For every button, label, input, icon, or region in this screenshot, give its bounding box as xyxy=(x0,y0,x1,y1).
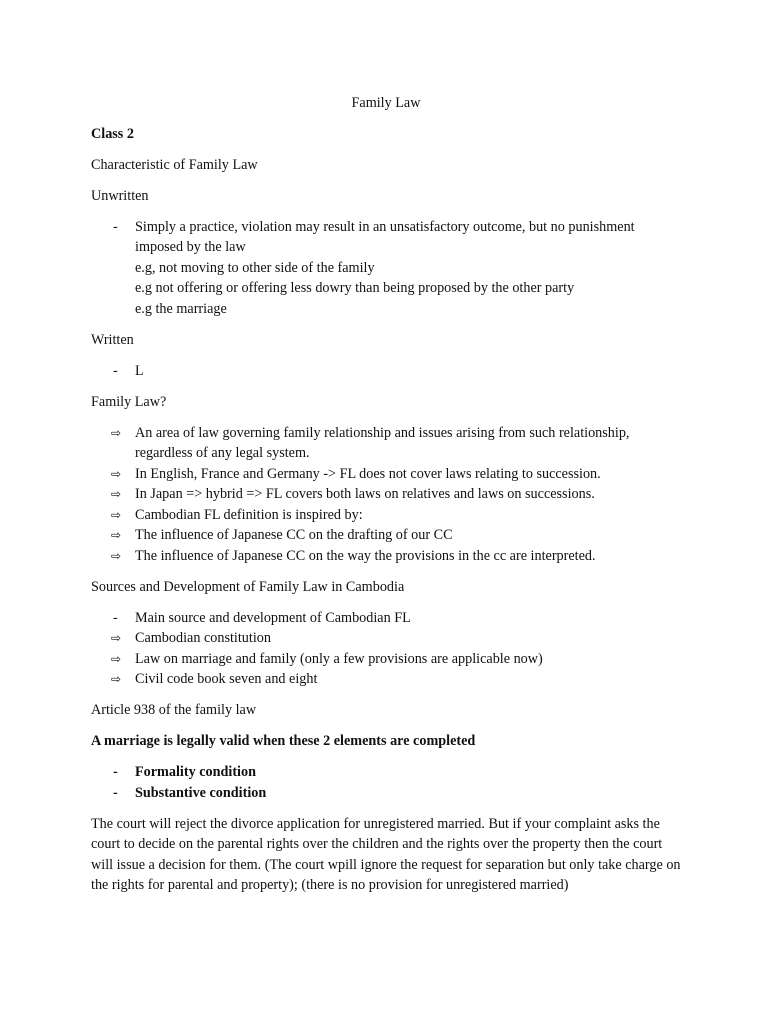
list-item xyxy=(91,217,681,320)
list-item-text: The influence of Japanese CC on the drafting of our CC xyxy=(135,527,453,543)
unwritten-list xyxy=(91,217,681,320)
dash-marker: - xyxy=(113,764,118,780)
document-page xyxy=(91,93,681,906)
list-item-text: Cambodian constitution xyxy=(135,630,271,646)
example-line: e.g not offering or offering less dowry than being proposed by the other party xyxy=(135,280,575,296)
written-list xyxy=(91,361,681,382)
list-item-text: In English, France and Germany -> FL does not cover laws relating to succession. xyxy=(135,465,601,482)
article-heading: Article 938 of the family law xyxy=(91,702,257,718)
list-item xyxy=(91,669,681,690)
list-item-text: Formality condition xyxy=(135,764,256,780)
family-law-list xyxy=(91,423,681,567)
family-law-question-heading: Family Law? xyxy=(91,393,167,410)
conditions-list xyxy=(91,762,681,803)
closing-paragraph: The court will reject the divorce application for unregistered married. But if your complaint asks the court to decide on the parental rights over the children and the rights over the property then the court will issue a decision for them. (The court wpill ignore the request for separation but only take charge on the rights for parental and property); (there is no provision for unregistered married) xyxy=(91,815,681,893)
list-item-text: The influence of Japanese CC on the way the provisions in the cc are interpreted. xyxy=(135,547,596,564)
list-item xyxy=(91,762,681,783)
dash-marker: - xyxy=(113,362,118,379)
list-item-text: In Japan => hybrid => FL covers both laws on relatives and laws on successions. xyxy=(135,486,595,502)
list-item-text: Cambodian FL definition is inspired by: xyxy=(135,506,363,523)
unwritten-heading: Unwritten xyxy=(91,187,149,204)
sources-heading: Sources and Development of Family Law in Cambodia xyxy=(91,578,405,595)
document-title: Family Law xyxy=(351,95,421,111)
characteristic-heading: Characteristic of Family Law xyxy=(91,156,258,173)
list-item xyxy=(91,464,681,485)
list-item xyxy=(91,546,681,567)
example-line: e.g the marriage xyxy=(135,300,227,317)
arrow-bullet-icon: ⇨ xyxy=(111,548,122,563)
arrow-bullet-icon: ⇨ xyxy=(111,672,122,686)
list-item-text: Civil code book seven and eight xyxy=(135,671,318,687)
arrow-bullet-icon: ⇨ xyxy=(111,528,122,542)
list-item xyxy=(91,361,681,382)
list-item-text: Law on marriage and family (only a few provisions are applicable now) xyxy=(135,650,543,667)
arrow-bullet-icon: ⇨ xyxy=(111,631,122,645)
example-line: e.g, not moving to other side of the family xyxy=(135,259,375,276)
dash-marker: - xyxy=(113,218,118,235)
list-item xyxy=(91,783,681,804)
arrow-bullet-icon: ⇨ xyxy=(111,507,122,522)
arrow-bullet-icon: ⇨ xyxy=(111,487,122,501)
arrow-bullet-icon: ⇨ xyxy=(111,651,122,666)
arrow-bullet-icon: ⇨ xyxy=(111,425,122,440)
marriage-heading: A marriage is legally valid when these 2 elements are completed xyxy=(91,733,476,749)
dash-marker: - xyxy=(113,609,118,626)
list-item-text: Substantive condition xyxy=(135,784,267,801)
written-heading: Written xyxy=(91,331,134,348)
list-item xyxy=(91,608,681,629)
written-item-text: L xyxy=(135,362,144,379)
list-item xyxy=(91,649,681,670)
class-heading: Class 2 xyxy=(91,125,134,142)
list-item xyxy=(91,484,681,505)
arrow-bullet-icon: ⇨ xyxy=(111,466,122,481)
sources-list xyxy=(91,608,681,690)
list-item xyxy=(91,505,681,526)
unwritten-item-text: Simply a practice, violation may result in an unsatisfactory outcome, but no punishment imposed by the law xyxy=(135,218,635,255)
list-item xyxy=(91,423,681,464)
list-item-text: Main source and development of Cambodian FL xyxy=(135,609,411,626)
dash-marker: - xyxy=(113,784,118,801)
list-item-text: An area of law governing family relationship and issues arising from such relationship, regardless of any legal system. xyxy=(135,424,630,461)
list-item xyxy=(91,525,681,546)
list-item xyxy=(91,628,681,649)
